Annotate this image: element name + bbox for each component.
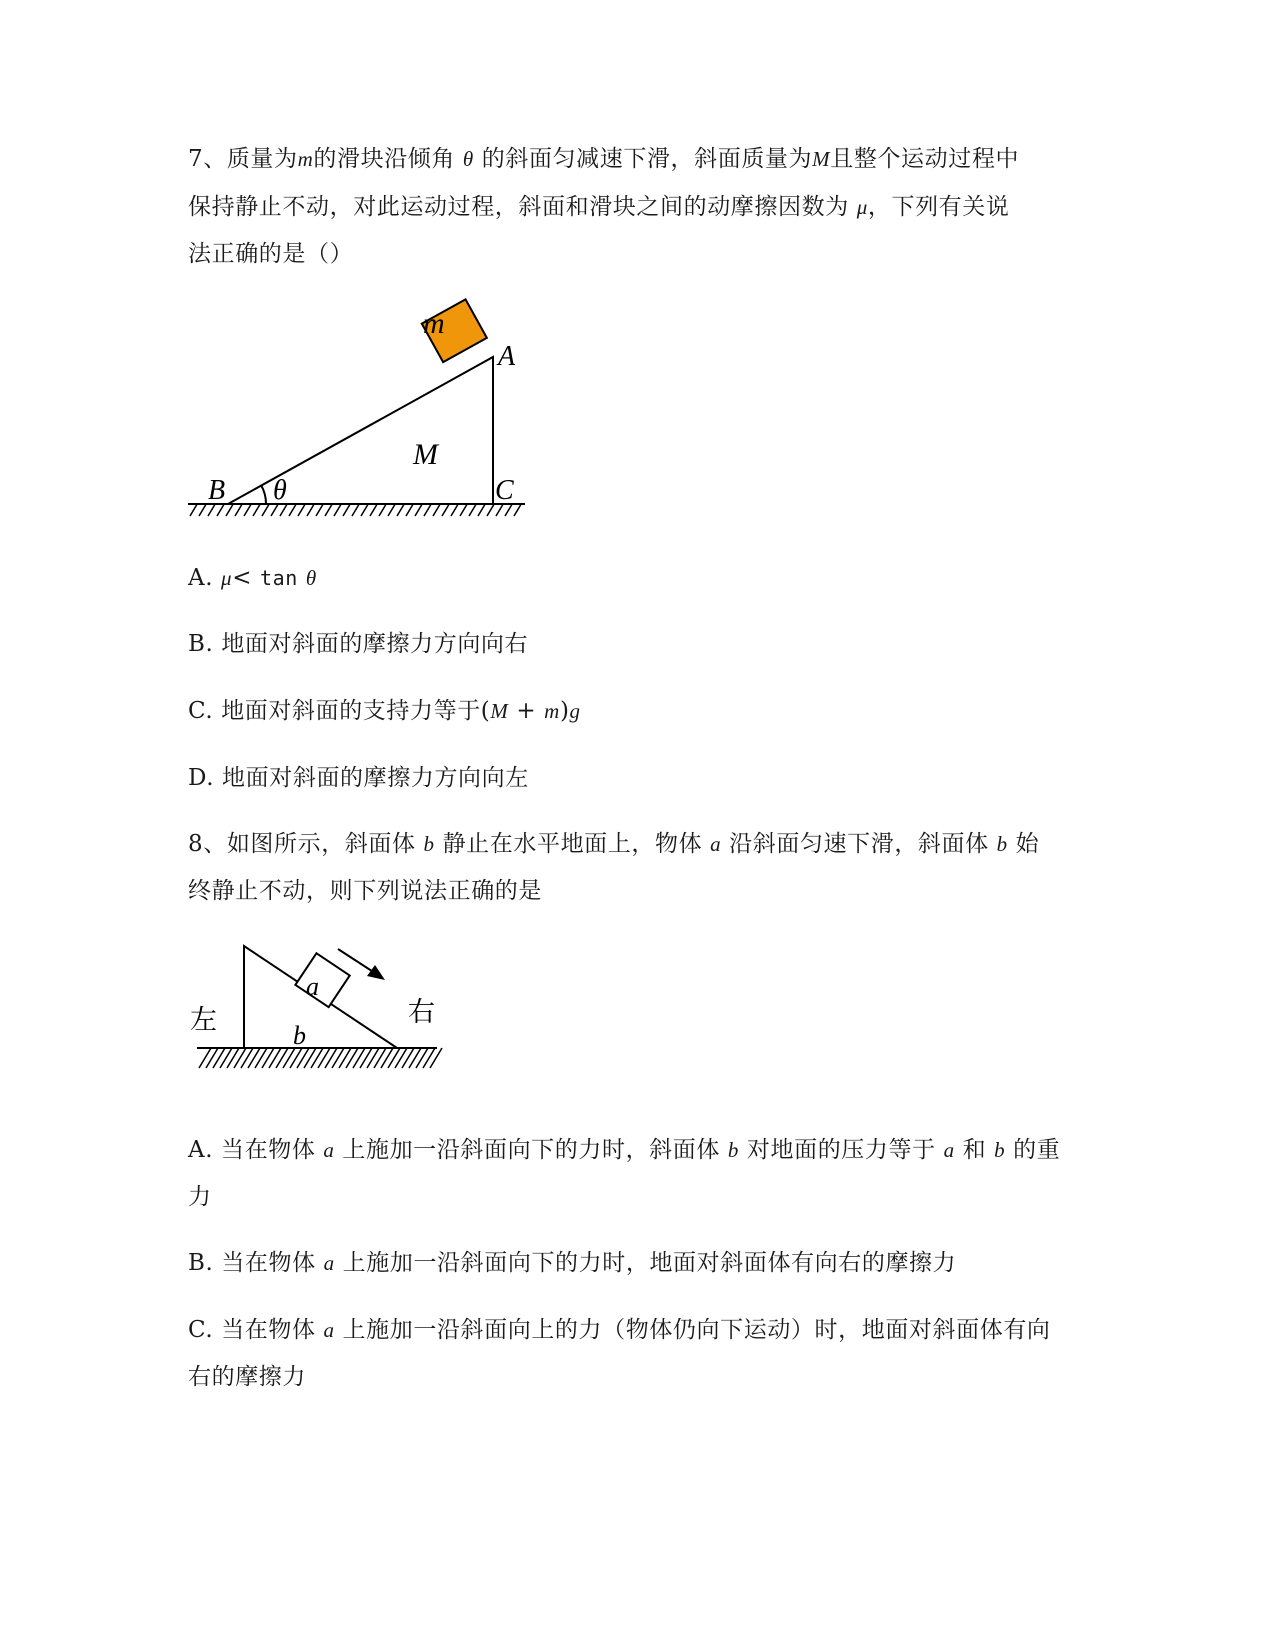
hatch-mark <box>409 1048 421 1068</box>
q8-stem-line-1: 8、如图所示，斜面体 b 静止在水平地面上，物体 a 沿斜面匀速下滑，斜面体 b 始 <box>188 831 1040 857</box>
q7-stem-line-1: 7、质量为m的滑块沿倾角 θ 的斜面匀减速下滑，斜面质量为M且整个运动过程中 <box>188 146 1020 172</box>
hatch-mark <box>227 1048 239 1068</box>
q8-block-a <box>295 953 349 1007</box>
hatch-mark <box>283 1048 295 1068</box>
q7-label-C: C <box>495 475 514 506</box>
q7-option-a: A. μ< tan θ <box>188 565 317 591</box>
hatch-mark <box>346 1048 358 1068</box>
q7-stem-line-3: 法正确的是（） <box>188 241 354 267</box>
hatch-mark <box>395 1048 407 1068</box>
q8-label-right: 右 <box>408 997 435 1028</box>
hatch-mark <box>353 1048 365 1068</box>
hatch-mark <box>269 1048 281 1068</box>
q7-option-c: C. 地面对斜面的支持力等于(M + m)g <box>188 698 581 724</box>
hatch-mark <box>206 1048 218 1068</box>
hatch-mark <box>416 1048 428 1068</box>
var-mu: μ <box>856 195 868 219</box>
hatch-mark <box>241 1048 253 1068</box>
hatch-mark <box>430 1048 442 1068</box>
q8-ground-hatch <box>199 1048 442 1068</box>
var-theta: θ <box>462 147 474 171</box>
hatch-mark <box>262 1048 274 1068</box>
q8-label-a: a <box>306 972 319 1001</box>
q7-label-A: A <box>498 341 516 372</box>
q8-label-left: 左 <box>190 1005 217 1036</box>
hatch-mark <box>332 1048 344 1068</box>
hatch-mark <box>423 1048 435 1068</box>
q7-option-b: B. 地面对斜面的摩擦力方向向右 <box>188 631 529 657</box>
hatch-mark <box>255 1048 267 1068</box>
q8-option-c-line-1: C. 当在物体 a 上施加一沿斜面向上的力（物体仍向下运动）时，地面对斜面体有向 <box>188 1317 1051 1343</box>
hatch-mark <box>374 1048 386 1068</box>
q8-stem-line-2: 终静止不动，则下列说法正确的是 <box>188 878 542 904</box>
hatch-mark <box>290 1048 302 1068</box>
hatch-mark <box>360 1048 372 1068</box>
hatch-mark <box>339 1048 351 1068</box>
q7-stem-line-2: 保持静止不动，对此运动过程，斜面和滑块之间的动摩擦因数为 μ，下列有关说 <box>188 194 1010 220</box>
hatch-mark <box>220 1048 232 1068</box>
q7-label-B: B <box>208 475 226 506</box>
hatch-mark <box>248 1048 260 1068</box>
q8-option-b: B. 当在物体 a 上施加一沿斜面向下的力时，地面对斜面体有向右的摩擦力 <box>188 1250 957 1276</box>
hatch-mark <box>325 1048 337 1068</box>
q7-label-m: m <box>423 307 445 340</box>
hatch-mark <box>297 1048 309 1068</box>
hatch-mark <box>318 1048 330 1068</box>
hatch-mark <box>402 1048 414 1068</box>
hatch-mark <box>381 1048 393 1068</box>
hatch-mark <box>276 1048 288 1068</box>
q8-option-c-line-2: 右的摩擦力 <box>188 1364 306 1390</box>
q7-label-theta: θ <box>273 475 287 506</box>
hatch-mark <box>213 1048 225 1068</box>
q8-option-a-line-1: A. 当在物体 a 上施加一沿斜面向下的力时，斜面体 b 对地面的压力等于 a 和 b 的重 <box>188 1137 1061 1163</box>
hatch-mark <box>199 1048 211 1068</box>
var-M: M <box>812 147 831 171</box>
q8-arrow-head-icon <box>367 965 385 980</box>
hatch-mark <box>388 1048 400 1068</box>
hatch-mark <box>311 1048 323 1068</box>
hatch-mark <box>304 1048 316 1068</box>
hatch-mark <box>367 1048 379 1068</box>
q8-option-a-line-2: 力 <box>188 1184 212 1210</box>
q7-label-M: M <box>413 438 438 471</box>
q8-label-b: b <box>293 1021 306 1050</box>
var-m: m <box>297 147 314 171</box>
q7-option-d: D. 地面对斜面的摩擦力方向向左 <box>188 765 529 791</box>
hatch-mark <box>234 1048 246 1068</box>
